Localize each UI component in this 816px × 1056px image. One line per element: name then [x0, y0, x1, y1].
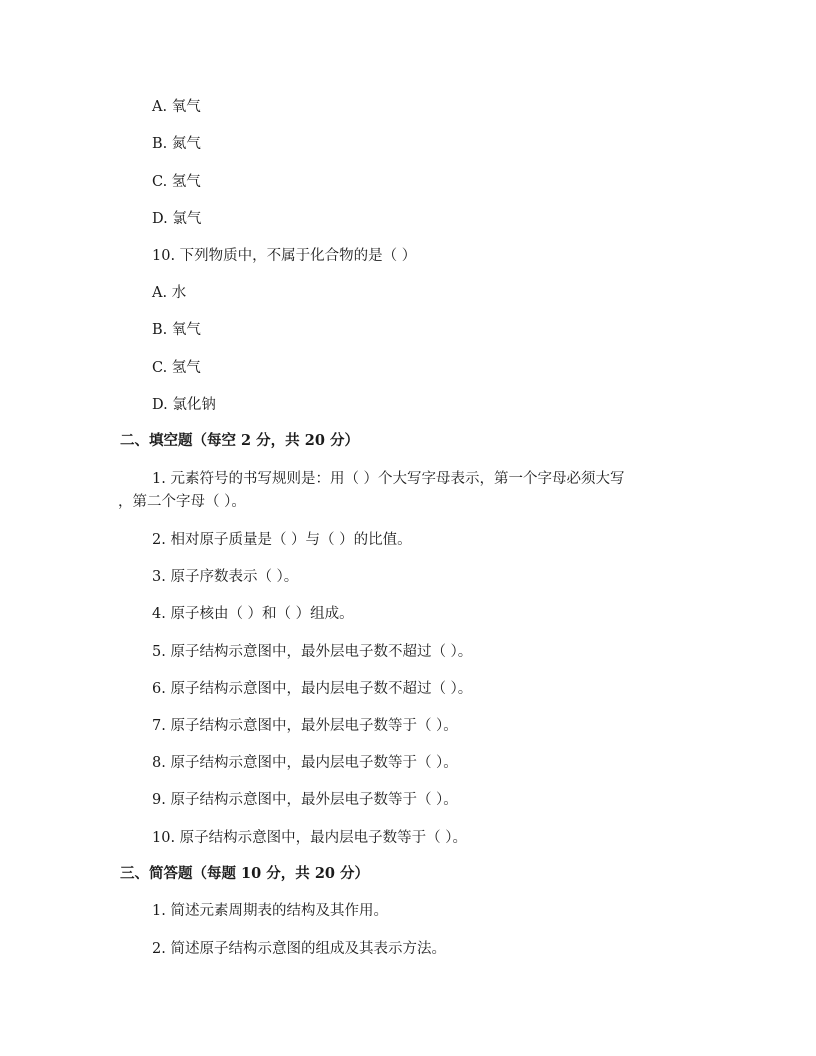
- short-answer-q1: 1. 简述元素周期表的结构及其作用。: [152, 903, 388, 919]
- short-answer-q2: 2. 简述原子结构示意图的组成及其表示方法。: [152, 941, 446, 957]
- fill-q1-line2: ，第二个字母（ ）。: [118, 494, 246, 510]
- q10-option-d: D. 氯化钠: [152, 397, 216, 413]
- fill-q2: 2. 相对原子质量是（ ）与（ ）的比值。: [152, 532, 412, 548]
- fill-q1-line1: 1. 元素符号的书写规则是：用（ ）个大写字母表示，第一个字母必须大写: [152, 471, 625, 487]
- q10-option-a: A. 水: [152, 285, 187, 301]
- q9-option-d: D. 氯气: [152, 211, 202, 227]
- fill-q4: 4. 原子核由（ ）和（ ）组成。: [152, 606, 354, 622]
- q9-option-c: C. 氢气: [152, 174, 201, 190]
- q9-option-a: A. 氧气: [152, 99, 201, 115]
- fill-q10: 10. 原子结构示意图中，最内层电子数等于（ ）。: [152, 830, 468, 846]
- q10-option-b: B. 氧气: [152, 322, 201, 338]
- q10-question: 10. 下列物质中，不属于化合物的是（ ）: [152, 248, 417, 264]
- section3-heading: 三、简答题（每题 10 分，共 20 分）: [120, 865, 370, 882]
- section2-heading: 二、填空题（每空 2 分，共 20 分）: [120, 432, 359, 449]
- fill-q5: 5. 原子结构示意图中，最外层电子数不超过（ ）。: [152, 644, 473, 660]
- fill-q3: 3. 原子序数表示（ ）。: [152, 569, 299, 585]
- fill-q6: 6. 原子结构示意图中，最内层电子数不超过（ ）。: [152, 681, 473, 697]
- fill-q7: 7. 原子结构示意图中，最外层电子数等于（ ）。: [152, 718, 458, 734]
- q10-option-c: C. 氢气: [152, 360, 201, 376]
- fill-q8: 8. 原子结构示意图中，最内层电子数等于（ ）。: [152, 755, 458, 771]
- fill-q9: 9. 原子结构示意图中，最外层电子数等于（ ）。: [152, 792, 458, 808]
- q9-option-b: B. 氮气: [152, 136, 201, 152]
